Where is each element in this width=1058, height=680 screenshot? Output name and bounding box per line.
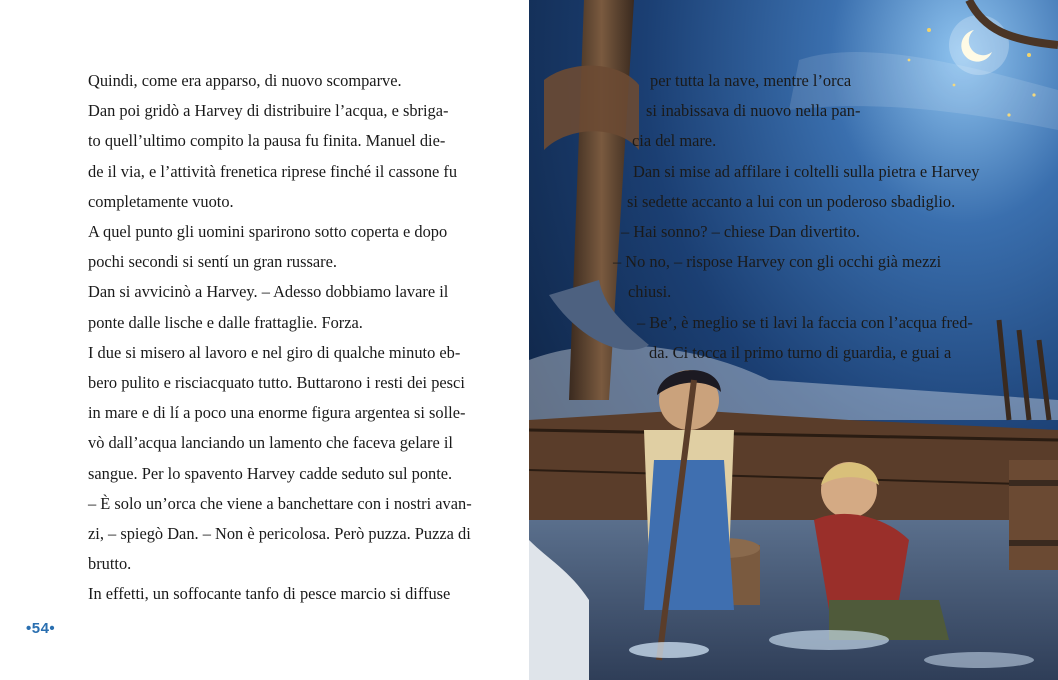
- page-number: •54•: [26, 620, 56, 637]
- text-line: – No no, – rispose Harvey con gli occhi già mezzi: [613, 252, 942, 272]
- text-line: Quindi, come era apparso, di nuovo scomparve.: [88, 71, 402, 90]
- text-line: de il via, e l’attività frenetica riprese finché il cassone fu: [88, 161, 458, 181]
- text-line: – È solo un’orca che viene a banchettare con i nostri avan-: [88, 493, 472, 513]
- text-line: Dan si mise ad affilare i coltelli sulla pietra e Harvey: [633, 161, 980, 181]
- right-page: [529, 0, 1058, 680]
- text-line: cia del mare.: [632, 131, 717, 151]
- left-page-text: [88, 66, 473, 610]
- text-line: I due si misero al lavoro e nel giro di qualche minuto eb-: [88, 342, 461, 362]
- text-line: Dan si avvicinò a Harvey. – Adesso dobbiamo lavare il: [88, 282, 449, 302]
- text-line: si inabissava di nuovo nella pan-: [646, 101, 861, 121]
- text-line: ponte dalle lische e dalle frattaglie. Forza.: [88, 312, 363, 332]
- text-line: to quell’ultimo compito la pausa fu finita. Manuel die-: [88, 131, 446, 151]
- text-line: per tutta la nave, mentre l’orca: [650, 71, 852, 90]
- text-line: – Hai sonno? – chiese Dan divertito.: [621, 222, 860, 242]
- text-line: In effetti, un soffocante tanfo di pesce marcio si diffuse: [88, 584, 451, 604]
- text-line: – Be’, è meglio se ti lavi la faccia con l’acqua fred-: [637, 312, 973, 332]
- text-line: chiusi.: [628, 282, 672, 302]
- text-line: in mare e di lí a poco una enorme figura argentea si solle-: [88, 403, 466, 423]
- text-line: bero pulito e risciacquato tutto. Buttarono i resti dei pesci: [88, 373, 465, 393]
- text-line: completamente vuoto.: [88, 191, 234, 211]
- text-line: zi, – spiegò Dan. – Non è pericolosa. Però puzza. Puzza di: [88, 524, 471, 544]
- text-line: brutto.: [88, 554, 132, 574]
- text-line: pochi secondi si sentí un gran russare.: [88, 252, 337, 272]
- barrel-right: [1009, 460, 1058, 570]
- text-line: A quel punto gli uomini sparirono sotto coperta e dopo: [88, 222, 448, 242]
- text-line: si sedette accanto a lui con un poderoso sbadiglio.: [627, 191, 956, 211]
- text-line: sangue. Per lo spavento Harvey cadde seduto sul ponte.: [88, 463, 453, 483]
- text-line: vò dall’acqua lanciando un lamento che faceva gelare il: [88, 433, 453, 453]
- text-line: da. Ci tocca il primo turno di guardia, e guai a: [649, 342, 952, 362]
- right-page-text: [529, 66, 1058, 368]
- text-line: Dan poi gridò a Harvey di distribuire l’acqua, e sbriga-: [88, 101, 449, 121]
